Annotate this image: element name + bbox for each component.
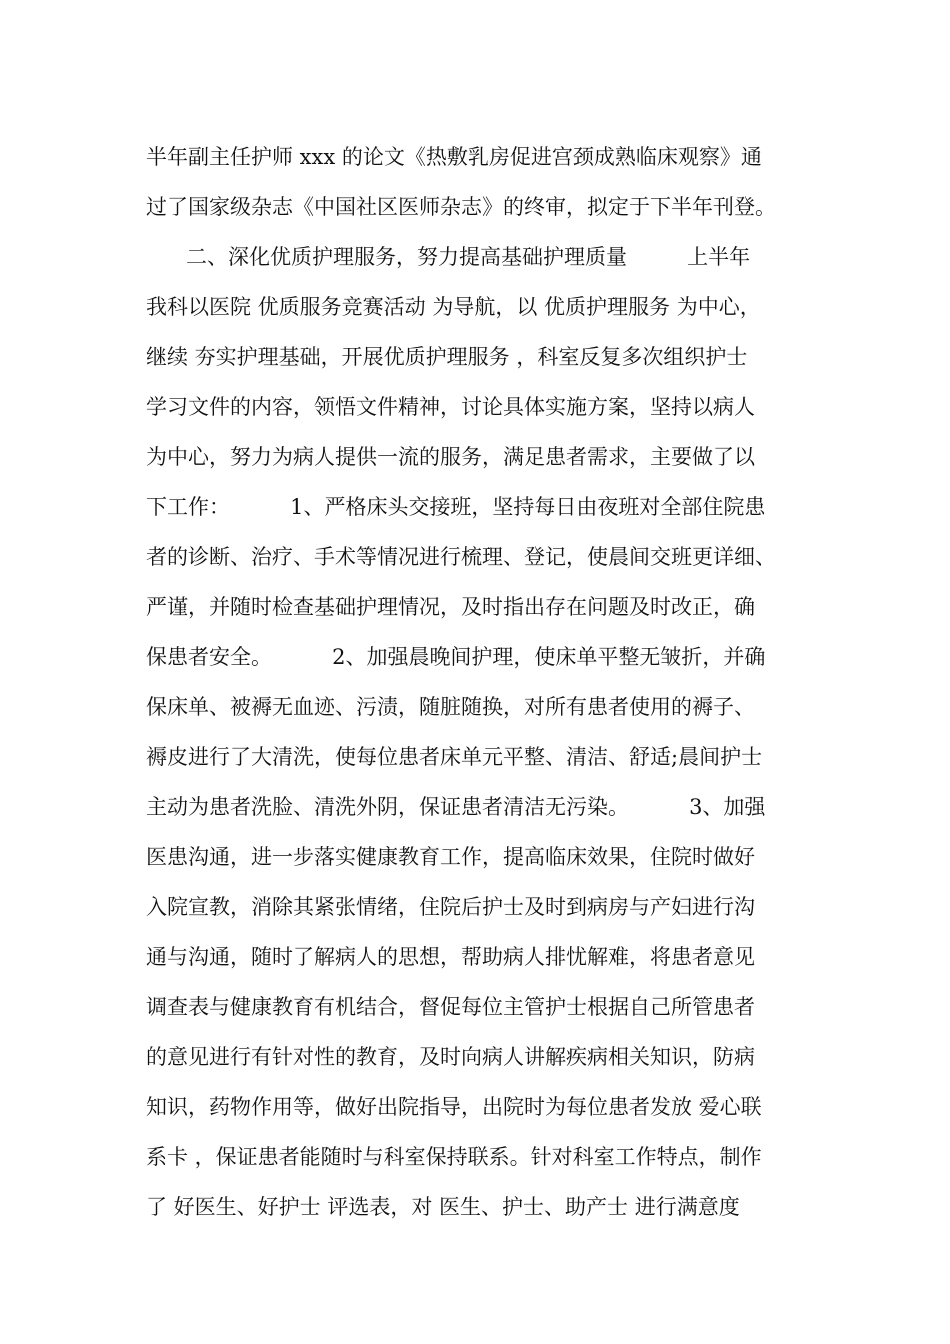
text-line-22: 了 好医生、好护士 评选表，对 医生、护士、助产士 进行满意度 (146, 1195, 740, 1219)
text-line-17: 通与沟通，随时了解病人的思想，帮助病人排忧解难，将患者意见 (146, 945, 755, 969)
body-text (146, 132, 846, 1232)
text-line-15: 医患沟通，进一步落实健康教育工作，提高临床效果，住院时做好 (146, 845, 755, 869)
text-line-16: 入院宣教，消除其紧张情绪，住院后护士及时到病房与产妇进行沟 (146, 895, 755, 919)
text-line-19: 的意见进行有针对性的教育，及时向病人讲解疾病相关知识，防病 (146, 1045, 755, 1069)
text-line-9: 者的诊断、治疗、手术等情况进行梳理、登记，使晨间交班更详细、 (146, 545, 776, 569)
text-line-10: 严谨，并随时检查基础护理情况，及时指出存在问题及时改正，确 (146, 595, 755, 619)
text-line-14: 主动为患者洗脸、清洗外阴，保证患者清洁无污染。 3、加强 (146, 795, 766, 819)
text-line-3: 二、深化优质护理服务，努力提高基础护理质量 上半年 (146, 245, 751, 269)
text-line-6: 学习文件的内容，领悟文件精神，讨论具体实施方案，坚持以病人 (146, 395, 755, 419)
text-line-8: 下工作： 1、严格床头交接班，坚持每日由夜班对全部住院患 (146, 495, 766, 519)
text-line-2: 过了国家级杂志《中国社区医师杂志》的终审，拟定于下半年刊登。 (146, 195, 776, 219)
text-line-11: 保患者安全。 2、加强晨晚间护理，使床单平整无皱折，并确 (146, 645, 766, 669)
text-line-18: 调查表与健康教育有机结合，督促每位主管护士根据自己所管患者 (146, 995, 755, 1019)
text-line-12: 保床单、被褥无血迹、污渍，随脏随换，对所有患者使用的褥子、 (146, 695, 755, 719)
text-line-21: 系卡 ，保证患者能随时与科室保持联系。针对科室工作特点，制作 (146, 1145, 762, 1169)
text-line-20: 知识，药物作用等，做好出院指导，出院时为每位患者发放 爱心联 (146, 1095, 762, 1119)
text-line-5: 继续 夯实护理基础，开展优质护理服务 ，科室反复多次组织护士 (146, 345, 748, 369)
text-line-7: 为中心，努力为病人提供一流的服务，满足患者需求，主要做了以 (146, 445, 755, 469)
text-line-1: 半年副主任护师 xxx 的论文《热敷乳房促进宫颈成熟临床观察》通 (146, 145, 762, 169)
text-line-13: 褥皮进行了大清洗，使每位患者床单元平整、清洁、舒适;晨间护士 (146, 745, 763, 769)
text-line-4: 我科以医院 优质服务竞赛活动 为导航，以 优质护理服务 为中心， (146, 295, 761, 319)
